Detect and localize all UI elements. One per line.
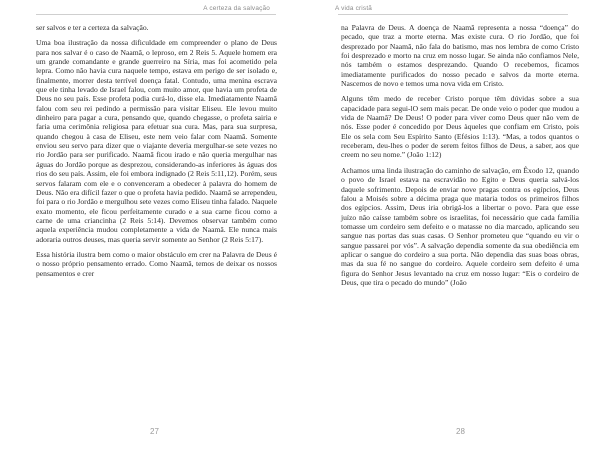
right-page-body <box>341 23 579 287</box>
running-head-right: A vida cristã <box>335 5 373 12</box>
paragraph: Uma boa ilustração da nossa dificuldade em compreender o plano de Deus para nos salvar é o caso de Naamã, o leproso, em 2 Reis 5. Aquele homem era um grande comandante e grande guerreiro na Síria, mas foi acometido pela lepra. Como não havia cura naquele tempo, estava em perigo de ser isolado e, finalmente, morrer desta terrível doença fatal. Contudo, uma menina escrava que ele tinha levado de Israel falou, com muito amor, que havia um profeta de Deus no seu país. Esse profeta podia curá-lo, disse ela. Imediatamente Naamã falou com seu rei pedindo a permissão para visitar Eliseu. Ele levou muito dinheiro para pagar a cura, pensando que, quando chegasse, o profeta sairia e faria uma cerimônia religiosa para efetuar sua cura. Mas, para sua surpresa, quando chegou à casa de Eliseu, este nem veio falar com Naamã. Somente enviou seu servo para dizer que o viajante deveria mergulhar-se sete vezes no rio Jordão para ser purificado. Naamã ficou irado e não queria mergulhar nas águas do Jordão porque as desprezou, considerando-as inferiores às águas dos rios do seu país. Assim, ele foi embora indignado (2 Reis 5:11,12). Porém, seus servos falaram com ele e o convenceram a obedecer à palavra do homem de Deus. Não era difícil fazer o que o profeta havia pedido. Naamã se arrependeu, foi para o rio Jordão e mergulhou sete vezes como Eliseu tinha falado. Naquele exato momento, ele ficou perfeitamente curado e a sua carne ficou como a carne de uma criancinha (2 Reis 5:14). Devemos observar também como aquela experiência mudou completamente a vida de Naamã. Ele nunca mais adoraria outros deuses, mas queria servir somente ao Senhor (2 Reis 5:17). <box>36 38 278 244</box>
page-number-right: 28 <box>456 427 465 436</box>
paragraph: Essa história ilustra bem como o maior obstáculo em crer na Palavra de Deus é o nosso próprio pensamento errado. Como Naamã, temos de deixar os nossos pensamentos e crer <box>36 249 277 278</box>
paragraph: ser salvos e ter a certeza da salvação. <box>36 23 149 32</box>
left-page-body <box>36 23 277 278</box>
paragraph: na Palavra de Deus. A doença de Naamã representa a nossa “doença” do pecado, que traz a morte eterna. Mas existe cura. O rio Jordão, que foi desprezado por Naamã, não fala do batismo, mas nos lembra de como Cristo foi desprezado e morto na cruz em nosso lugar. Se ainda não confiamos Nele, nós também o estamos desprezando. Quando O recebemos, ficamos imediatamente purificados do nosso pecado e salvos da morte eterna. Nascemos de novo e temos uma nova vida em Cristo. <box>341 23 579 89</box>
paragraph: Achamos uma linda ilustração do caminho de salvação, em Êxodo 12, quando o povo de Israel estava na escravidão no Egito e Deus queria salvá-los daquele sofrimento. Depois de enviar nove pragas contra os egípcios, Deus falou a Moisés sobre a décima praga que mataria todos os primeiros filhos dos egípcios. Assim, Deus iria obrigá-los a libertar o povo. Para que esse juízo não caísse também sobre os israelitas, foi necessário que cada família tomasse um cordeiro sem defeito e o matasse no dia marcado, aplicando seu sangue nas portas das suas casas. O Senhor prometeu que “quando eu vir o sangue passarei por vós”. A salvação dependia somente da sua obediência em aplicar o sangue do cordeiro a sua porta. Não dependia das suas boas obras, mas da sua fé no sangue do cordeiro. Aquele cordeiro sem defeito é uma figura do Senhor Jesus levantado na cruz em nosso lugar: “Eis o cordeiro de Deus, que tira o pecado do mundo” (João <box>341 165 579 287</box>
page-number-left: 27 <box>150 427 159 436</box>
running-head-left: A certeza da salvação <box>203 5 270 12</box>
paragraph: Alguns têm medo de receber Cristo porque têm dúvidas sobre a sua capacidade para segui-lO sem mais pecar. De onde veio o poder que mudou a vida de Naamã? De Deus! O poder para viver como Deus quer não vem de nós. Esse poder é concedido por Deus àqueles que confiam em Cristo, pois Ele os sela com Seu Espírito Santo (Efésios 1:13). “Mas, a todos quantos o receberam, deu-lhes o poder de serem feitos filhos de Deus, a saber, aos que creem no seu nome.” (João 1:12) <box>341 94 579 160</box>
header-rule-left <box>36 14 276 15</box>
right-page <box>300 0 600 450</box>
header-rule-right <box>338 14 568 15</box>
